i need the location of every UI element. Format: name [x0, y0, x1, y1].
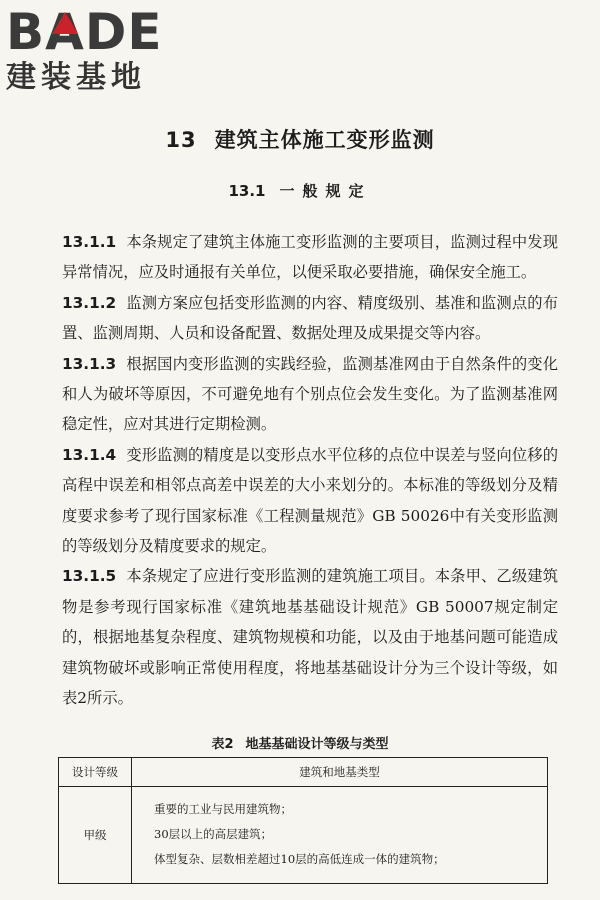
paragraph-13-1-5 [62, 561, 558, 713]
clause-number: 13.1.5 [62, 567, 117, 586]
table-title: 地基基础设计等级与类型 [245, 737, 389, 752]
clause-text: 根据国内变形监测的实践经验，监测基准网由于自然条件的变化和人为破坏等原因，不可避免地有个别点位会发生变化。为了监测基准网稳定性，应对其进行定期检测。 [62, 354, 558, 434]
paragraph-13-1-4 [62, 440, 558, 562]
types-cell [132, 787, 548, 884]
table-caption [0, 733, 600, 752]
clause-text: 本条规定了应进行变形监测的建筑施工项目。本条甲、乙级建筑物是参考现行国家标准《建筑地基基础设计规范》GB 50007规定制定的，根据地基复杂程度、建筑物规模和功能，以及由于地基问题可能造成建筑物破坏或影响正常使用程度，将地基基础设计分为三个设计等级，如表2所示。 [62, 567, 558, 708]
clause-number: 13.1.4 [62, 445, 117, 464]
paragraph-13-1-2 [62, 288, 558, 349]
logo-subtitle: 建装基地 [6, 60, 146, 95]
clause-number: 13.1.1 [62, 233, 117, 251]
clause-text: 变形监测的精度是以变形点水平位移的点位中误差与竖向位移的高程中误差和相邻点高差中误差的大小来划分的。本标准的等级划分及精度要求参考了现行国家标准《工程测量规范》GB 50026中有关变形监测的等级划分及精度要求的规定。 [62, 445, 558, 556]
logo-wordmark [6, 3, 176, 61]
chapter-title [0, 124, 600, 154]
header-design-grade: 设计等级 [59, 758, 132, 787]
table-row [59, 787, 548, 884]
section-number: 13.1 [228, 182, 266, 200]
paragraph-13-1-3 [62, 349, 558, 440]
section-title [0, 180, 600, 201]
design-grade-table [58, 757, 548, 884]
logo-letters-de: DE [84, 3, 163, 61]
type-item: 30层以上的高层建筑； [154, 827, 273, 841]
chapter-name: 建筑主体施工变形监测 [214, 128, 435, 152]
section-name: 一般规定 [279, 182, 372, 200]
type-item: 重要的工业与民用建筑物； [154, 802, 292, 816]
chapter-number: 13 [165, 128, 197, 152]
clause-number: 13.1.3 [62, 354, 117, 373]
grade-cell: 甲级 [59, 787, 132, 884]
header-building-foundation-type: 建筑和地基类型 [132, 758, 548, 787]
clause-text: 本条规定了建筑主体施工变形监测的主要项目，监测过程中发现异常情况，应及时通报有关单位，以便采取必要措施，确保安全施工。 [62, 233, 558, 282]
paragraph-13-1-1 [62, 227, 558, 288]
bade-logo [6, 3, 176, 106]
logo-red-triangle-icon [52, 12, 78, 34]
body-text [62, 227, 558, 714]
clause-number: 13.1.2 [62, 293, 117, 312]
clause-text: 监测方案应包括变形监测的内容、精度级别、基准和监测点的布置、监测周期、人员和设备配置、数据处理及成果提交等内容。 [62, 293, 558, 343]
table-number: 表2 [211, 737, 234, 752]
logo-letter-b: B [6, 3, 46, 61]
table-header-row [59, 758, 548, 787]
logo-letter-a: A [45, 3, 85, 61]
type-item: 体型复杂、层数相差超过10层的高低连成一体的建筑物； [154, 852, 445, 866]
